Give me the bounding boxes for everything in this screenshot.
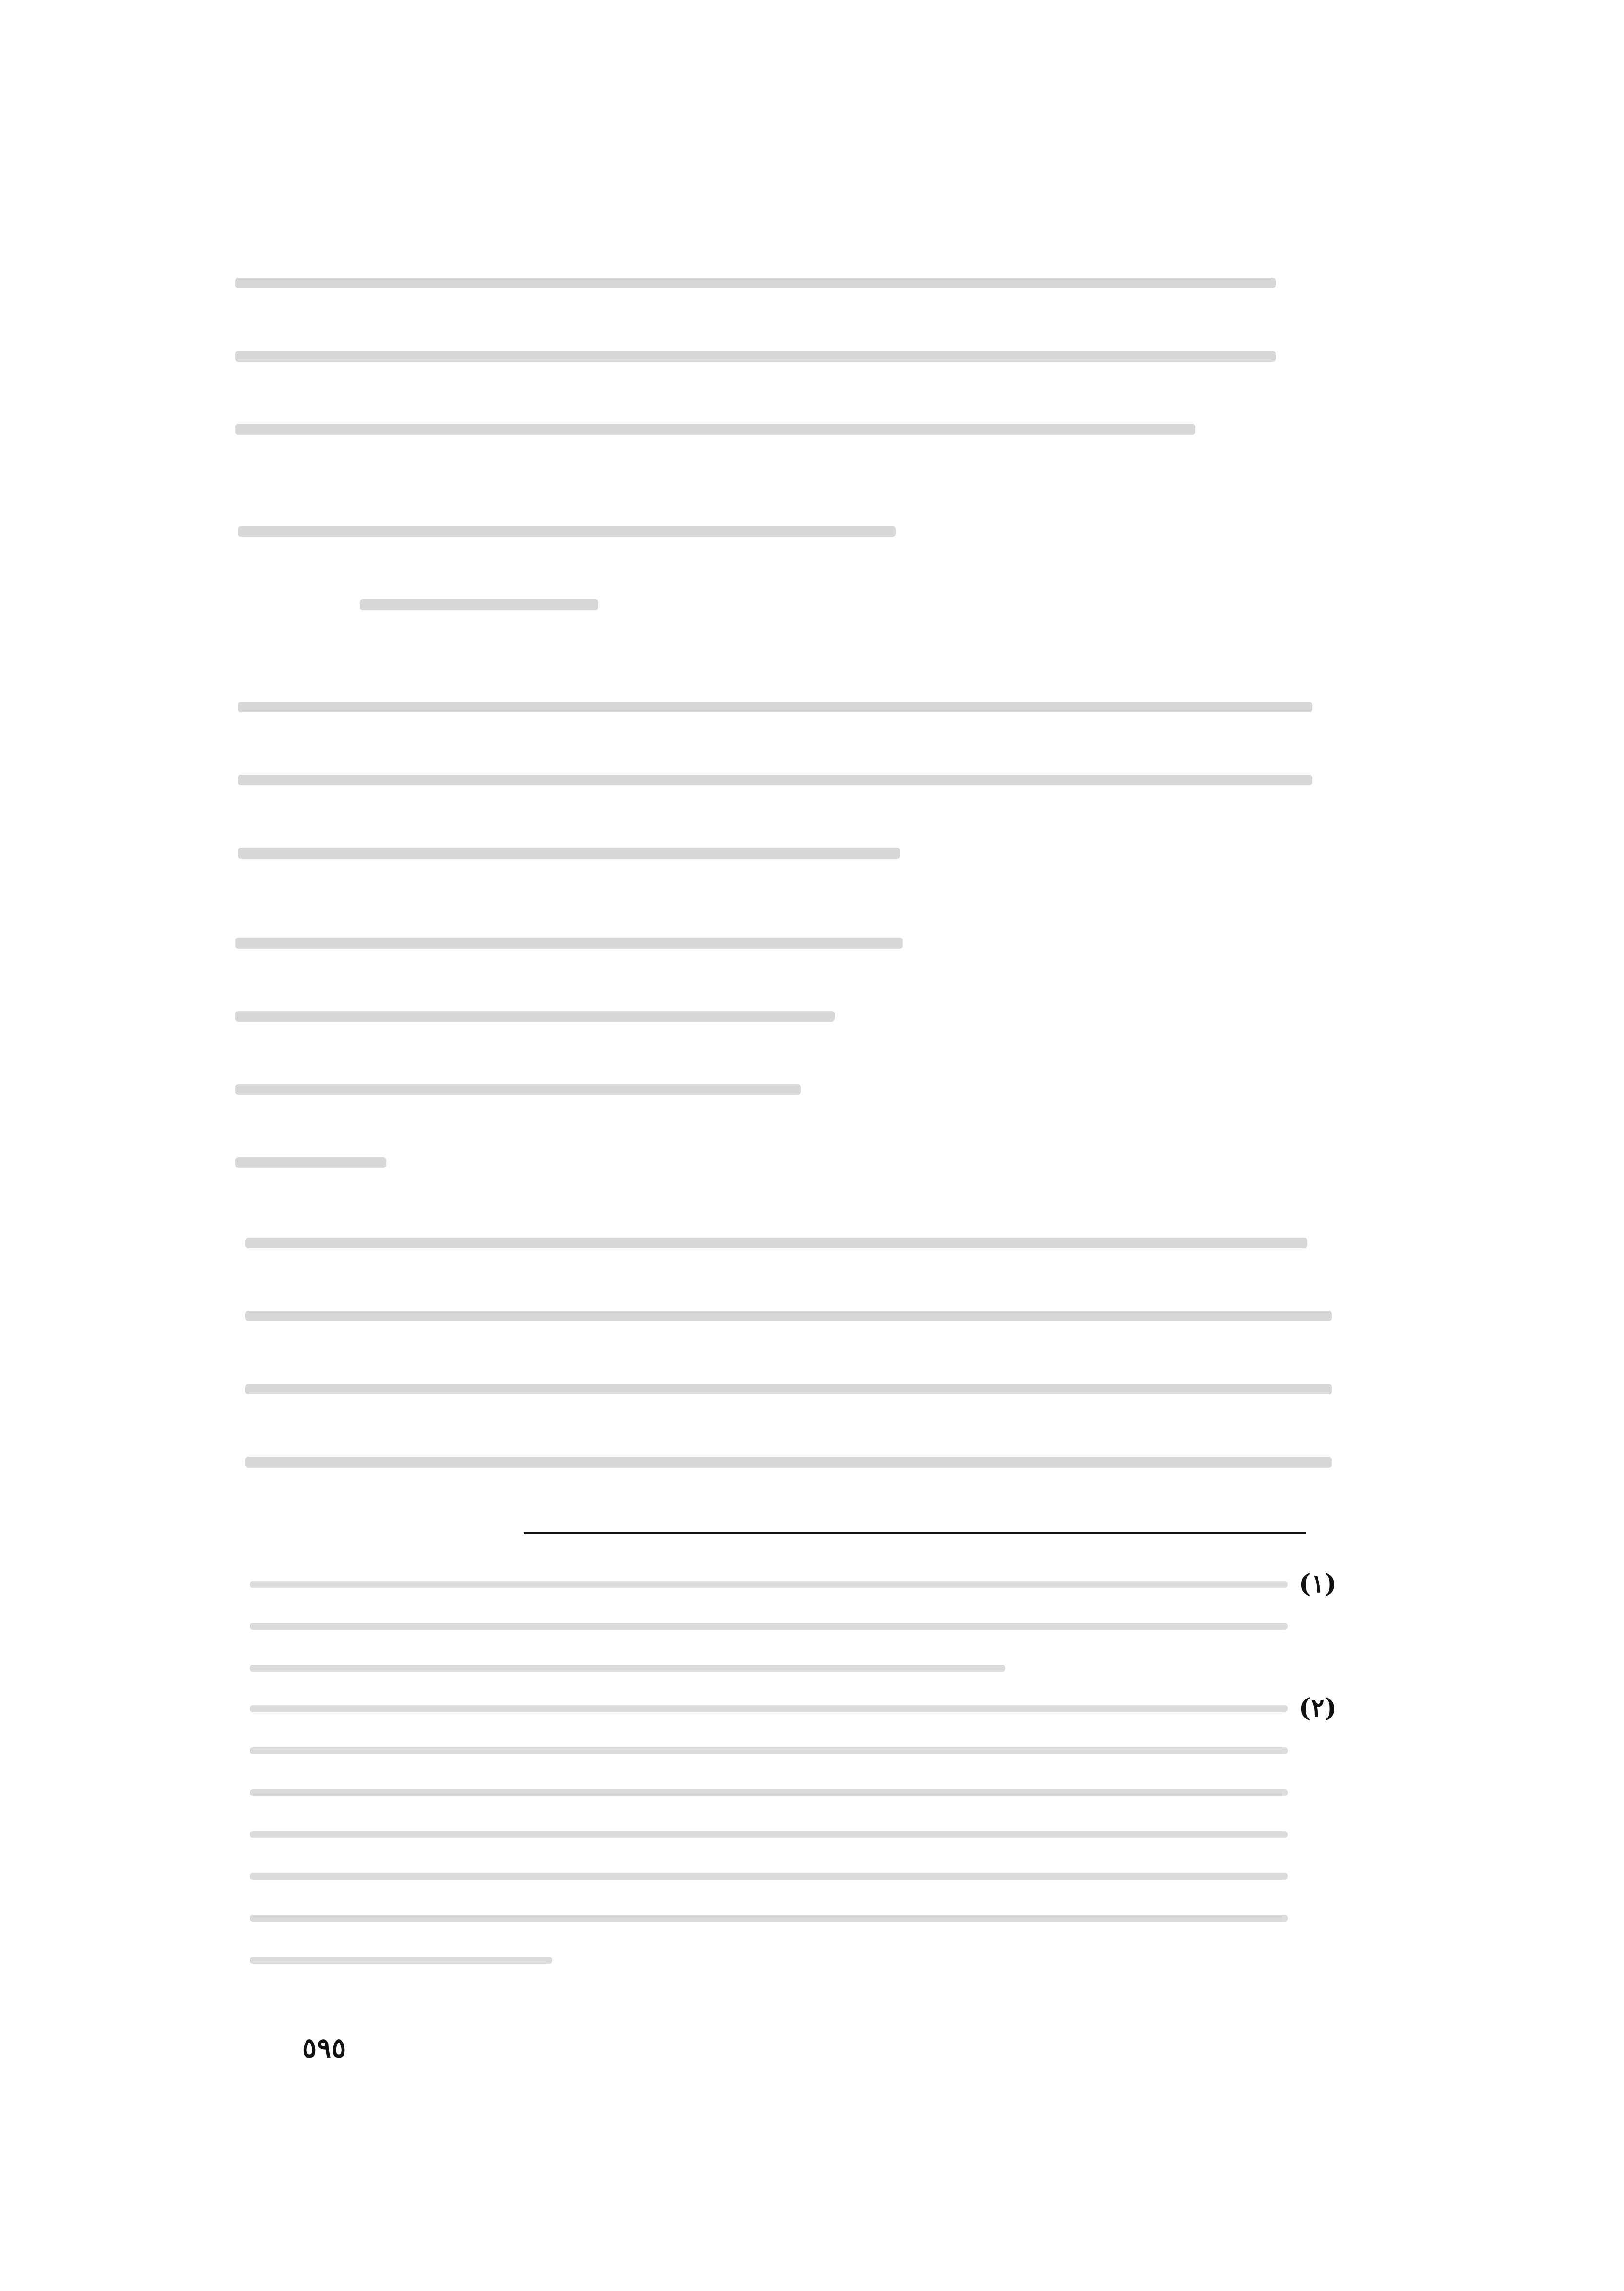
text-line-placeholder bbox=[235, 1084, 801, 1095]
paragraph bbox=[238, 702, 1312, 921]
text-line-placeholder bbox=[250, 1831, 1288, 1838]
footnote bbox=[250, 1581, 1288, 1707]
text-line-placeholder bbox=[235, 1011, 835, 1022]
text-line-placeholder bbox=[250, 1789, 1288, 1796]
paragraph bbox=[245, 1238, 1332, 1530]
text-line-placeholder bbox=[250, 1665, 1005, 1672]
text-line-placeholder bbox=[250, 1705, 1288, 1712]
text-line-placeholder bbox=[245, 1311, 1332, 1321]
text-line-placeholder bbox=[250, 1915, 1288, 1922]
page-number: ٥٩٥ bbox=[302, 2032, 346, 2064]
verse bbox=[235, 938, 903, 1230]
footnote-label: (٢) bbox=[1299, 1693, 1337, 1723]
footnote bbox=[250, 1705, 1288, 1999]
text-line-placeholder bbox=[360, 599, 598, 610]
text-line-placeholder bbox=[238, 775, 1312, 785]
text-line-placeholder bbox=[235, 351, 1276, 362]
text-line-placeholder bbox=[238, 526, 896, 537]
verse bbox=[238, 526, 1305, 672]
text-line-placeholder bbox=[250, 1957, 552, 1964]
text-line-placeholder bbox=[250, 1747, 1288, 1754]
text-line-placeholder bbox=[245, 1384, 1332, 1394]
text-line-placeholder bbox=[235, 278, 1276, 288]
text-line-placeholder bbox=[250, 1623, 1288, 1630]
text-line-placeholder bbox=[250, 1873, 1288, 1880]
footnote-separator bbox=[524, 1532, 1306, 1534]
footnote-label: (١) bbox=[1299, 1569, 1337, 1599]
text-line-placeholder bbox=[238, 848, 900, 859]
text-line-placeholder bbox=[235, 424, 1195, 435]
paragraph bbox=[235, 278, 1276, 497]
text-line-placeholder bbox=[238, 702, 1312, 712]
text-line-placeholder bbox=[250, 1581, 1288, 1588]
text-line-placeholder bbox=[235, 1157, 386, 1168]
text-line-placeholder bbox=[245, 1457, 1332, 1468]
text-line-placeholder bbox=[235, 938, 903, 949]
text-line-placeholder bbox=[245, 1238, 1307, 1248]
